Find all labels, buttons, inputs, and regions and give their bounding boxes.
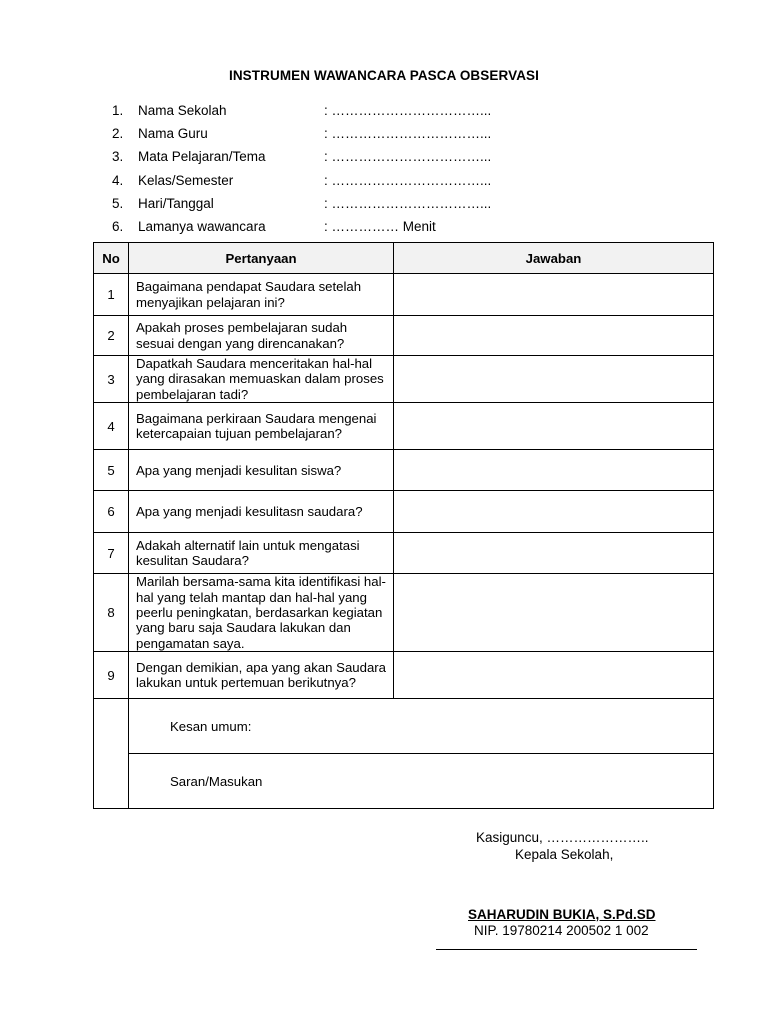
info-label: Mata Pelajaran/Tema (138, 149, 266, 165)
row-number: 7 (94, 533, 129, 574)
row-number: 9 (94, 652, 129, 699)
header-answer: Jawaban (394, 243, 714, 274)
info-value: : ……………………………... (324, 195, 492, 211)
saran-row (94, 754, 714, 809)
question-cell: Dapatkah Saudara menceritakan hal-hal yang dirasakan memuaskan dalam proses pembelajaran tadi? (129, 356, 394, 403)
info-label: Kelas/Semester (138, 172, 234, 188)
signature-line (436, 949, 697, 950)
info-label: Nama Sekolah (138, 103, 227, 118)
table-row (94, 450, 714, 491)
interview-table (93, 242, 714, 809)
info-number: 2. (112, 126, 124, 142)
info-number: 3. (112, 149, 124, 165)
row-number: 6 (94, 491, 129, 533)
row-number: 5 (94, 450, 129, 491)
document-title: INSTRUMEN WAWANCARA PASCA OBSERVASI (228, 68, 540, 83)
question-cell: Bagaimana perkiraan Saudara mengenai ketercapaian tujuan pembelajaran? (129, 403, 394, 450)
signature-place-date: Kasiguncu, ………………….. (476, 830, 649, 845)
question-cell: Apa yang menjadi kesulitasn saudara? (129, 491, 394, 533)
signature-nip: NIP. 19780214 200502 1 002 (474, 923, 649, 938)
saran-masukan-field[interactable]: Saran/Masukan (129, 754, 714, 809)
signature-name: SAHARUDIN BUKIA, S.Pd.SD (468, 907, 656, 922)
answer-cell[interactable] (394, 356, 714, 403)
answer-cell[interactable] (394, 533, 714, 574)
signature-position: Kepala Sekolah, (515, 847, 614, 862)
row-number: 2 (94, 316, 129, 356)
info-number: 1. (112, 103, 124, 118)
info-value: : ……………………………... (324, 149, 492, 165)
header-no: No (94, 243, 129, 274)
info-number: 6. (112, 218, 124, 234)
notes-number-cell (94, 699, 129, 809)
info-value: : ……………………………... (324, 126, 492, 142)
row-number: 3 (94, 356, 129, 403)
table-row (94, 491, 714, 533)
row-number: 4 (94, 403, 129, 450)
table-row (94, 274, 714, 316)
row-number: 8 (94, 574, 129, 652)
table-header-row (94, 243, 714, 274)
question-cell: Apakah proses pembelajaran sudah sesuai dengan yang direncanakan? (129, 316, 394, 356)
question-cell: Marilah bersama-sama kita identifikasi hal-hal yang telah mantap dan hal-hal yang peerlu peningkatan, berdasarkan kegiatan yang baru saja Saudara lakukan dan pengamatan saya. (129, 574, 394, 652)
question-cell: Bagaimana pendapat Saudara setelah menyajikan pelajaran ini? (129, 274, 394, 316)
question-cell: Dengan demikian, apa yang akan Saudara lakukan untuk pertemuan berikutnya? (129, 652, 394, 699)
table-row (94, 316, 714, 356)
kesan-umum-field[interactable]: Kesan umum: (129, 699, 714, 754)
question-cell: Adakah alternatif lain untuk mengatasi kesulitan Saudara? (129, 533, 394, 574)
answer-cell[interactable] (394, 403, 714, 450)
kesan-row (94, 699, 714, 754)
table-row (94, 403, 714, 450)
answer-cell[interactable] (394, 652, 714, 699)
row-number: 1 (94, 274, 129, 316)
answer-cell[interactable] (394, 274, 714, 316)
info-label: Hari/Tanggal (138, 195, 214, 211)
info-value: : ……………………………... (324, 172, 492, 188)
info-value: : …………… Menit (324, 218, 436, 234)
info-number: 5. (112, 195, 124, 211)
info-number: 4. (112, 172, 124, 188)
table-row (94, 356, 714, 403)
answer-cell[interactable] (394, 574, 714, 652)
answer-cell[interactable] (394, 316, 714, 356)
table-row (94, 533, 714, 574)
answer-cell[interactable] (394, 491, 714, 533)
header-question: Pertanyaan (129, 243, 394, 274)
table-row (94, 652, 714, 699)
table-row (94, 574, 714, 652)
answer-cell[interactable] (394, 450, 714, 491)
info-value: : ……………………………... (324, 103, 492, 118)
question-cell: Apa yang menjadi kesulitan siswa? (129, 450, 394, 491)
info-label: Nama Guru (138, 126, 208, 142)
info-label: Lamanya wawancara (138, 218, 266, 234)
